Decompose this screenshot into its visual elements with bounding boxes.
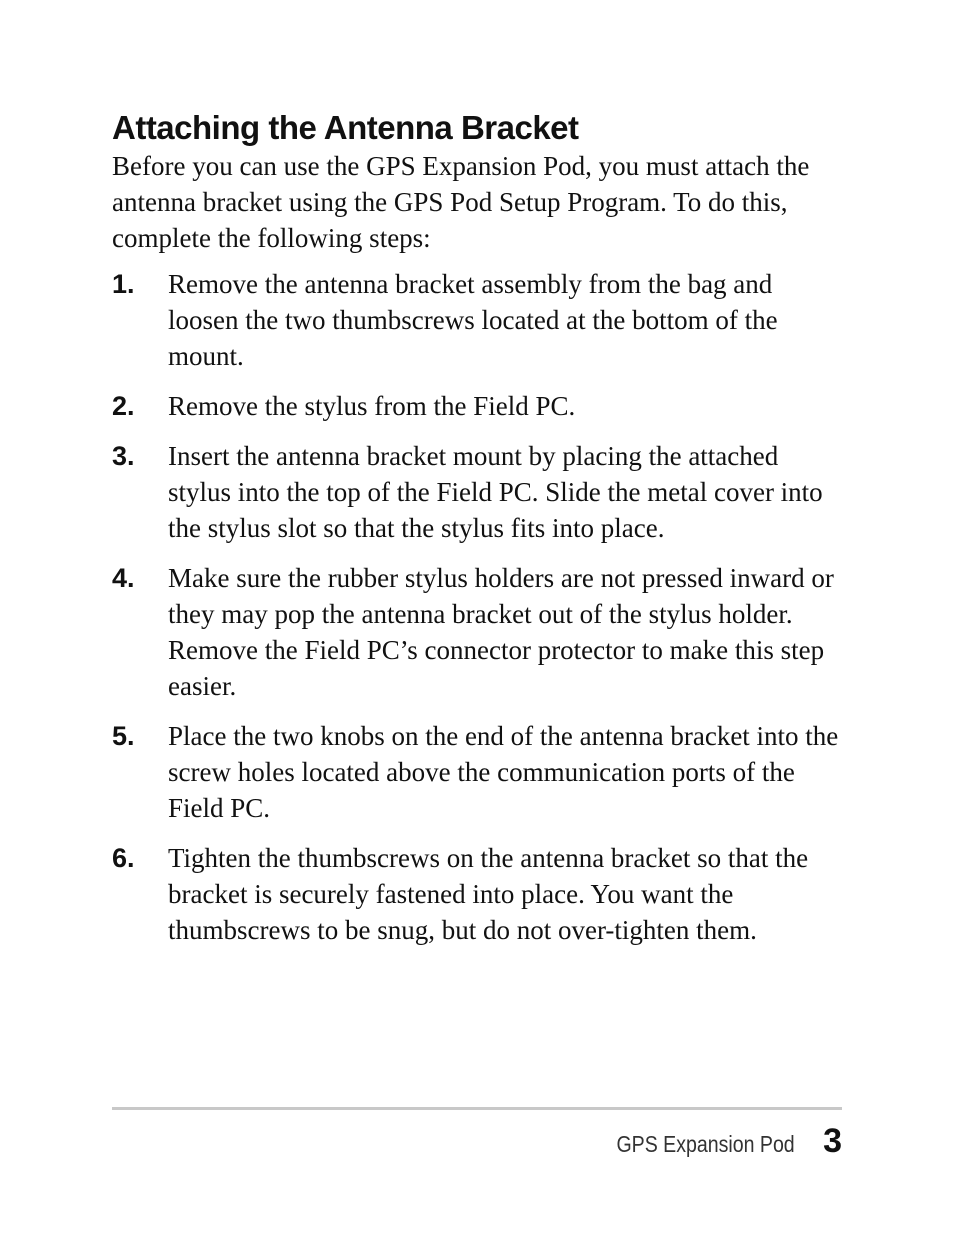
step-number: 2. — [112, 391, 135, 421]
page-content — [112, 108, 842, 962]
list-item — [112, 438, 842, 546]
intro-paragraph: Before you can use the GPS Expansion Pod, you must attach the antenna bracket using the GPS Pod Setup Program. To do this, complete the following steps: — [112, 151, 810, 253]
footer-title: GPS Expansion Pod — [616, 1131, 796, 1157]
step-text: Insert the antenna bracket mount by placing the attached stylus into the top of the Field PC. Slide the metal cover into the stylus slot so that the stylus fits into place. — [168, 441, 823, 543]
step-number: 3. — [112, 441, 135, 471]
step-number: 6. — [112, 843, 135, 873]
list-item — [112, 840, 842, 948]
step-text: Place the two knobs on the end of the antenna bracket into the screw holes located above the communication ports of the Field PC. — [168, 721, 839, 823]
step-number: 1. — [112, 269, 135, 299]
footer-divider — [112, 1107, 842, 1110]
page-number: 3 — [823, 1122, 842, 1160]
step-number: 4. — [112, 563, 135, 593]
steps-list — [112, 266, 842, 948]
list-item — [112, 266, 842, 374]
list-item — [112, 388, 842, 424]
step-text: Make sure the rubber stylus holders are not pressed inward or they may pop the antenna bracket out of the stylus holder. Remove the Field PC’s connector protector to make this step easier. — [168, 563, 834, 701]
step-text: Remove the stylus from the Field PC. — [168, 391, 576, 421]
list-item — [112, 560, 842, 704]
page-footer — [585, 1122, 842, 1161]
step-number: 5. — [112, 721, 135, 751]
page-title: Attaching the Antenna Bracket — [112, 109, 579, 146]
step-text: Remove the antenna bracket assembly from the bag and loosen the two thumbscrews located at the bottom of the mount. — [168, 269, 778, 371]
list-item — [112, 718, 842, 826]
step-text: Tighten the thumbscrews on the antenna bracket so that the bracket is securely fastened into place. You want the thumbscrews to be snug, but do not over-tighten them. — [168, 843, 809, 945]
